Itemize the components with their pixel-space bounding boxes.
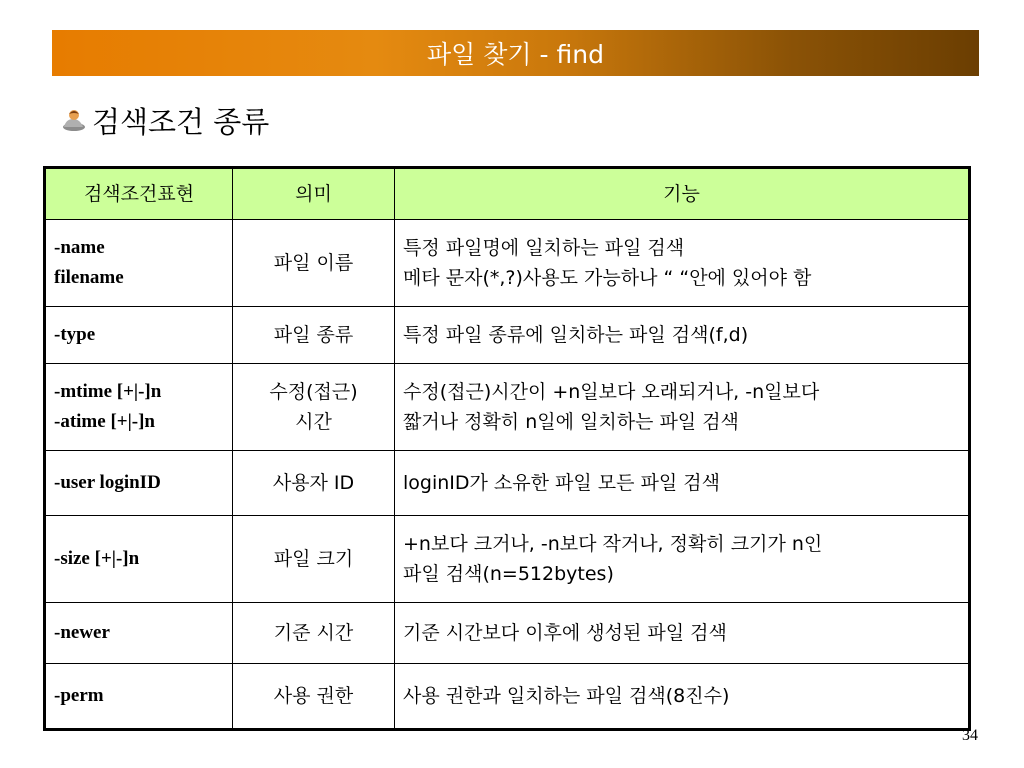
meaning-cell (233, 451, 395, 516)
meaning-line: 시간 (295, 411, 332, 433)
expr-cell (45, 220, 233, 307)
meaning-line: 파일 크기 (273, 548, 354, 570)
meaning-line: 사용자 ID (272, 472, 355, 494)
function-line: +n보다 크거나, -n보다 작거나, 정확히 크기가 n인 (403, 533, 823, 555)
section-heading-text: 검색조건 종류 (92, 104, 270, 139)
table-row (45, 220, 970, 307)
table-row (45, 451, 970, 516)
expr-line: filename (54, 267, 124, 288)
page-number: 34 (962, 727, 978, 744)
meaning-cell (233, 307, 395, 364)
function-line: loginID가 소유한 파일 모든 파일 검색 (403, 472, 720, 494)
meaning-cell (233, 220, 395, 307)
function-line: 파일 검색(n=512bytes) (403, 563, 614, 585)
function-cell (395, 516, 970, 603)
find-options-table (43, 166, 971, 731)
expr-cell (45, 603, 233, 664)
expr-cell (45, 307, 233, 364)
expr-line: -perm (54, 685, 104, 706)
function-line: 수정(접근)시간이 +n일보다 오래되거나, -n일보다 (403, 381, 820, 403)
function-line: 특정 파일명에 일치하는 파일 검색 (403, 237, 685, 259)
expr-line: -name (54, 237, 105, 258)
header-expression: 검색조건표현 (45, 168, 233, 220)
expr-cell (45, 516, 233, 603)
meaning-line: 사용 권한 (273, 685, 354, 707)
table-row (45, 307, 970, 364)
section-heading (60, 98, 269, 142)
function-cell (395, 603, 970, 664)
function-line: 짧거나 정확히 n일에 일치하는 파일 검색 (403, 411, 739, 433)
function-line: 특정 파일 종류에 일치하는 파일 검색(f,d) (403, 324, 749, 346)
function-cell (395, 664, 970, 730)
function-cell (395, 364, 970, 451)
function-cell (395, 220, 970, 307)
expr-cell (45, 364, 233, 451)
meaning-cell (233, 516, 395, 603)
meaning-line: 파일 이름 (273, 252, 354, 274)
expr-cell (45, 451, 233, 516)
slide-title: 파일 찾기 - find (427, 40, 604, 69)
expr-line: -newer (54, 622, 110, 643)
expr-line: -size [+|-]n (54, 548, 140, 569)
function-cell (395, 307, 970, 364)
meaning-line: 파일 종류 (273, 324, 354, 346)
function-line: 기준 시간보다 이후에 생성된 파일 검색 (403, 622, 727, 644)
function-line: 메타 문자(*,?)사용도 가능하나 “ “안에 있어야 함 (403, 267, 812, 289)
person-bullet-icon (60, 107, 86, 133)
expr-line: -atime [+|-]n (54, 411, 156, 432)
meaning-line: 기준 시간 (273, 622, 354, 644)
header-function: 기능 (395, 168, 970, 220)
expr-line: -type (54, 324, 96, 345)
table-row (45, 603, 970, 664)
meaning-cell (233, 664, 395, 730)
header-meaning: 의미 (233, 168, 395, 220)
expr-line: -mtime [+|-]n (54, 381, 162, 402)
expr-line: -user loginID (54, 472, 161, 493)
slide-title-bar (52, 30, 979, 76)
table-header-row (45, 168, 970, 220)
function-line: 사용 권한과 일치하는 파일 검색(8진수) (403, 685, 730, 707)
meaning-cell (233, 364, 395, 451)
table-row (45, 516, 970, 603)
table-row (45, 664, 970, 730)
meaning-cell (233, 603, 395, 664)
meaning-line: 수정(접근) (269, 381, 358, 403)
table-row (45, 364, 970, 451)
expr-cell (45, 664, 233, 730)
function-cell (395, 451, 970, 516)
